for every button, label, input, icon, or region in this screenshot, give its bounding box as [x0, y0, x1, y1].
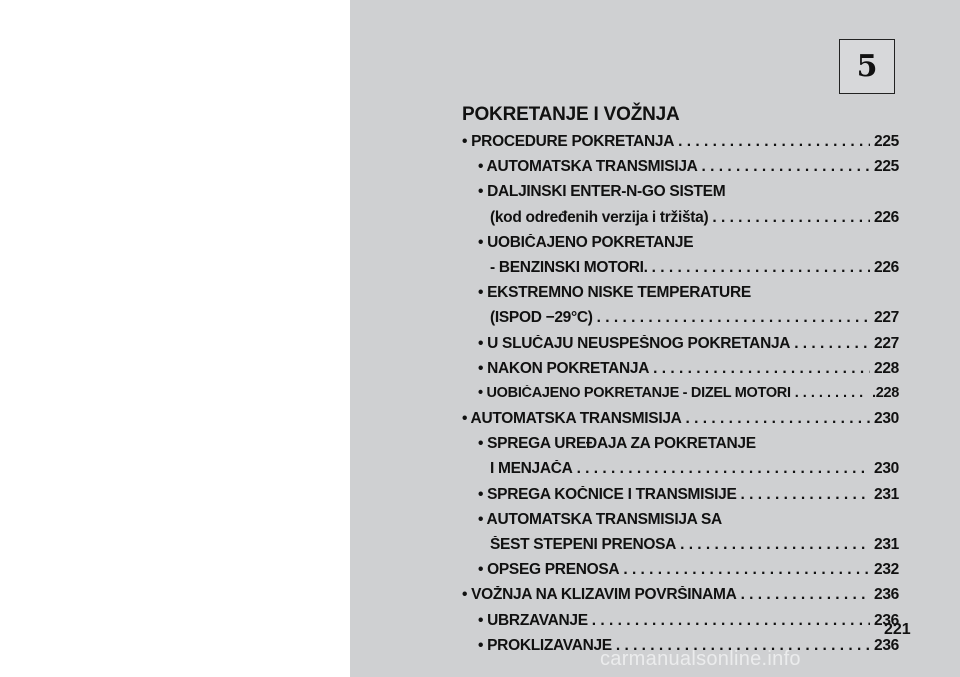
- toc-entry: [462, 612, 899, 637]
- toc-entry-page: 226: [874, 208, 899, 226]
- toc-entry-page: 231: [874, 536, 899, 553]
- toc-entry-page: 225: [874, 158, 899, 176]
- toc-leader-dots: [795, 385, 868, 401]
- toc-leader-dots: [577, 460, 870, 478]
- toc-leader-dots: [712, 209, 870, 227]
- toc-entry: [462, 486, 899, 511]
- toc-entry-label: • UOBIČAJENO POKRETANJE: [478, 233, 694, 251]
- toc-entry: [462, 536, 899, 561]
- toc-leader-dots: [678, 133, 870, 151]
- toc-entry-label: • SPREGA KOČNICE I TRANSMISIJE: [478, 485, 737, 503]
- toc-entry-page: 232: [874, 561, 899, 579]
- chapter-number: 5: [856, 49, 878, 84]
- toc-entry-label: • UBRZAVANJE: [478, 611, 588, 629]
- toc-entry: [462, 133, 899, 158]
- page-number: 221: [884, 621, 911, 638]
- toc-entry-page: 226: [874, 258, 899, 276]
- watermark: carmanualsonline.info: [600, 648, 801, 670]
- toc-entry-label: • PROKLIZAVANJE: [478, 636, 612, 654]
- toc-leader-dots: [597, 309, 870, 327]
- toc-entry: [462, 209, 899, 234]
- toc-entry: [462, 435, 899, 460]
- toc-entry: [462, 183, 899, 208]
- toc-entry: [462, 158, 899, 183]
- toc-leader-dots: [592, 612, 870, 630]
- toc-entry-label: (kod određenih verzija i tržišta): [490, 208, 709, 226]
- toc-entry-label: • NAKON POKRETANJA: [478, 359, 650, 377]
- toc-leader-dots: [794, 335, 870, 353]
- toc-entry: [462, 511, 899, 536]
- toc-leader-dots: [702, 158, 870, 176]
- toc-entry-page: 236: [874, 611, 899, 629]
- toc-entry-label: • DALJINSKI ENTER-N-GO SISTEM: [478, 183, 726, 201]
- toc-entry: [462, 410, 899, 435]
- section-title: POKRETANJE I VOŽNJA: [462, 104, 680, 125]
- toc-entry-label: • AUTOMATSKA TRANSMISIJA: [462, 410, 682, 428]
- toc-entry-page: 227: [874, 309, 899, 327]
- toc-entry-label: • UOBIČAJENO POKRETANJE - DIZEL MOTORI: [478, 384, 791, 401]
- toc-entry-page: .228: [871, 384, 899, 401]
- toc-entry-label: ŠEST STEPENI PRENOSA: [490, 536, 677, 553]
- toc-entry-label: • SPREGA UREĐAJA ZA POKRETANJE: [478, 435, 756, 453]
- toc-entry-label: I MENJAČA: [490, 460, 573, 478]
- toc-leader-dots: [623, 561, 870, 579]
- toc-entry-label: - BENZINSKI MOTORI.: [490, 258, 648, 276]
- toc-entry-page: 230: [874, 410, 899, 428]
- toc-entry: [462, 234, 899, 259]
- toc-entry: [462, 586, 899, 611]
- toc-leader-dots: [653, 360, 870, 378]
- toc-entry-page: 236: [874, 586, 899, 604]
- toc-entry-label: • VOŽNJA NA KLIZAVIM POVRŠINAMA: [462, 586, 737, 604]
- toc-leader-dots: [686, 410, 870, 428]
- toc-entry: [462, 309, 899, 334]
- toc-leader-dots: [741, 586, 870, 604]
- toc-entry-page: 227: [874, 334, 899, 352]
- toc-entry-page: 236: [874, 636, 899, 654]
- toc-entry-label: • PROCEDURE POKRETANJA: [462, 133, 675, 150]
- toc-entry: [462, 335, 899, 360]
- table-of-contents: [462, 133, 899, 662]
- toc-entry-label: • U SLUČAJU NEUSPEŠNOG POKRETANJA: [478, 334, 791, 352]
- toc-entry: [462, 259, 899, 284]
- toc-entry-page: 230: [874, 460, 899, 478]
- toc-entry-label: • EKSTREMNO NISKE TEMPERATURE: [478, 284, 751, 302]
- toc-entry: [462, 561, 899, 586]
- toc-entry-label: • OPSEG PRENOSA: [478, 561, 620, 579]
- toc-entry: [462, 284, 899, 309]
- toc-leader-dots: [741, 486, 871, 504]
- toc-entry: [462, 460, 899, 485]
- chapter-number-box: [839, 39, 895, 94]
- toc-entry-label: • AUTOMATSKA TRANSMISIJA: [478, 158, 698, 176]
- toc-entry-label: (ISPOD −29°C): [490, 309, 593, 327]
- toc-leader-dots: [652, 259, 870, 277]
- toc-entry-page: 231: [874, 485, 899, 503]
- toc-leader-dots: [680, 536, 870, 554]
- toc-entry: [462, 385, 899, 410]
- toc-entry: [462, 360, 899, 385]
- toc-entry-page: 228: [874, 359, 899, 377]
- toc-entry-label: • AUTOMATSKA TRANSMISIJA SA: [478, 510, 722, 528]
- toc-entry-page: 225: [874, 133, 899, 150]
